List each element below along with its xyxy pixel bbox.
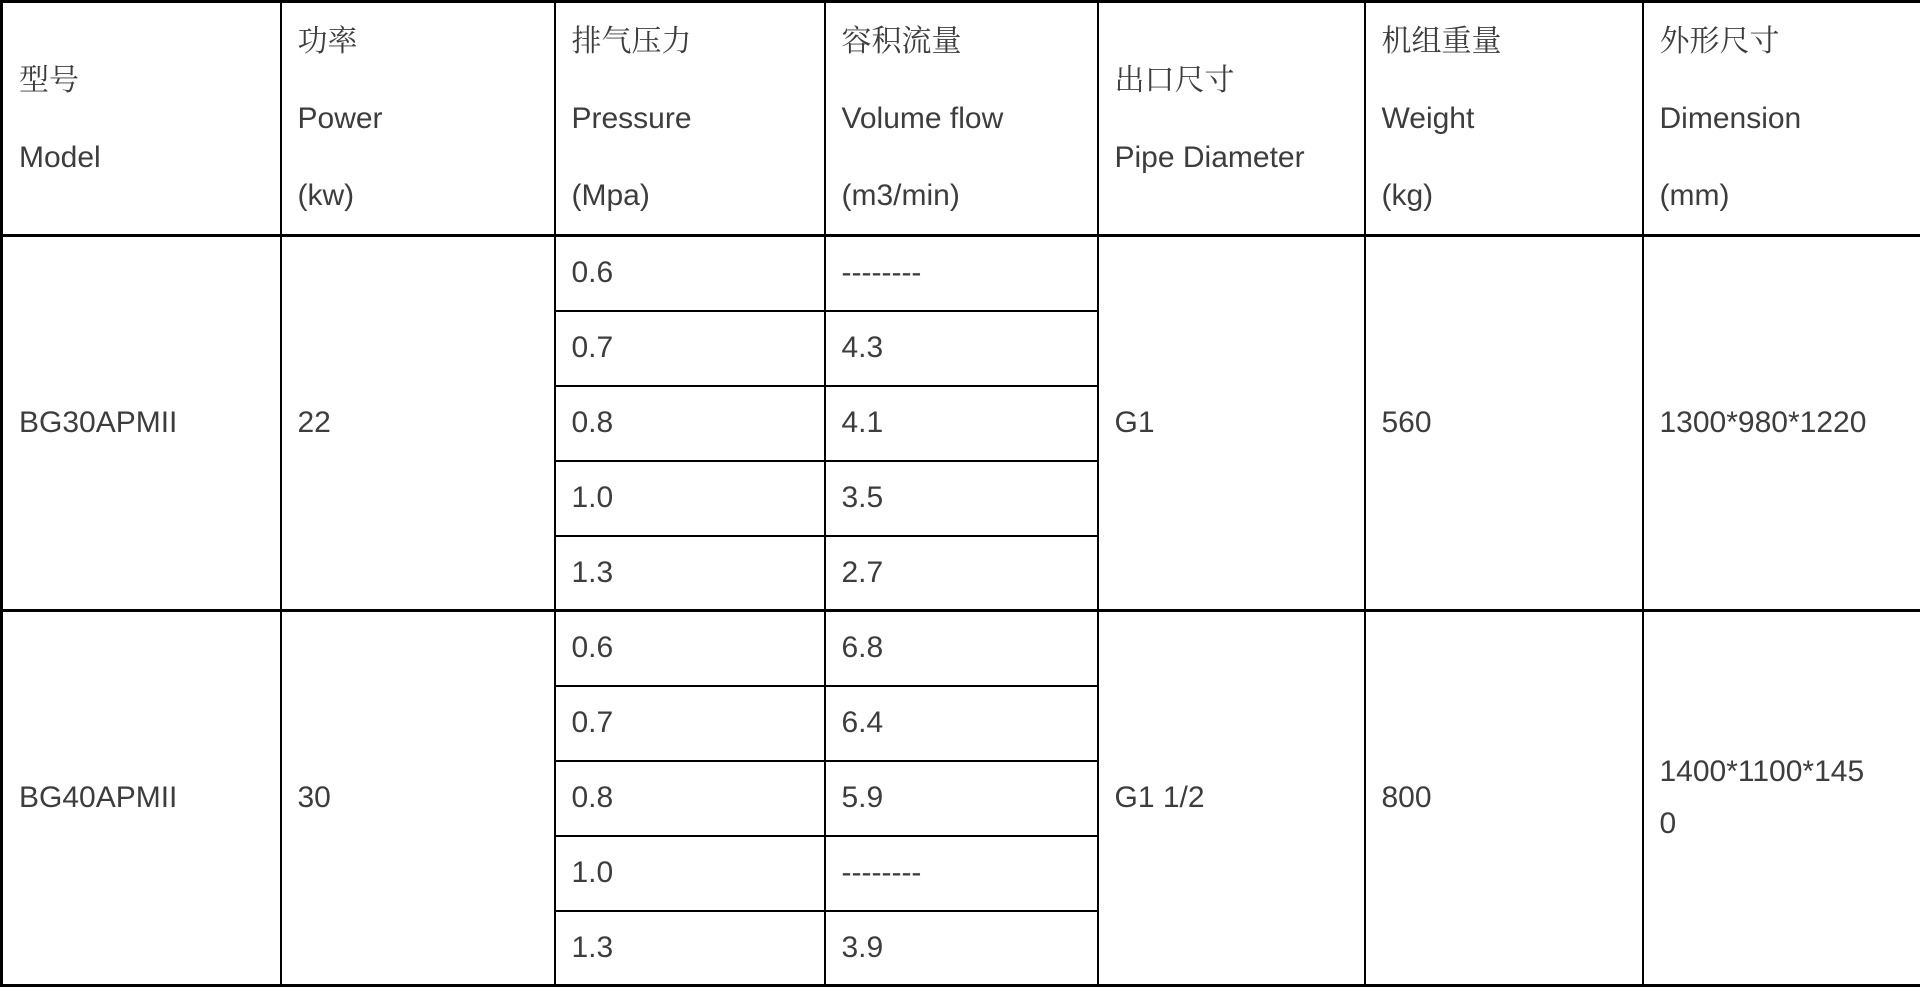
volume-flow-cell: 4.1 xyxy=(825,386,1098,461)
header-row xyxy=(2,2,1920,236)
header-pipe-diameter xyxy=(1098,2,1365,236)
power-cell: 22 xyxy=(281,236,555,611)
volume-flow-cell: 5.9 xyxy=(825,761,1098,836)
header-pipe-diameter-zh: 出口尺寸 xyxy=(1114,63,1235,97)
pressure-cell: 0.7 xyxy=(555,311,825,386)
header-dimension xyxy=(1643,2,1920,236)
header-model xyxy=(2,2,281,236)
header-volume-flow xyxy=(825,2,1098,236)
header-power-unit: (kw) xyxy=(297,179,355,212)
dimension-cell xyxy=(1643,611,1920,986)
header-dimension-unit: (mm) xyxy=(1659,179,1730,212)
pipe-diameter-cell: G1 1/2 xyxy=(1098,611,1365,986)
header-dimension-en: Dimension xyxy=(1659,102,1802,135)
pressure-cell: 1.3 xyxy=(555,911,825,986)
model-cell: BG30APMII xyxy=(2,236,281,611)
volume-flow-cell: 3.5 xyxy=(825,461,1098,536)
pressure-cell: 1.0 xyxy=(555,836,825,911)
pressure-cell: 0.6 xyxy=(555,236,825,311)
dimension-value: 1400*1100*1450 xyxy=(1659,755,1865,840)
header-weight-unit: (kg) xyxy=(1381,179,1434,212)
header-weight xyxy=(1365,2,1643,236)
pipe-diameter-cell: G1 xyxy=(1098,236,1365,611)
header-volume-flow-unit: (m3/min) xyxy=(841,179,960,212)
dimension-cell xyxy=(1643,236,1920,611)
header-model-zh: 型号 xyxy=(19,63,79,97)
dimension-value: 1300*980*1220 xyxy=(1659,406,1867,439)
volume-flow-cell: -------- xyxy=(825,236,1098,311)
power-cell: 30 xyxy=(281,611,555,986)
pressure-cell: 1.3 xyxy=(555,536,825,611)
header-pipe-diameter-en: Pipe Diameter xyxy=(1114,140,1305,174)
header-pressure-unit: (Mpa) xyxy=(571,179,650,212)
pressure-cell: 1.0 xyxy=(555,461,825,536)
pressure-cell: 0.8 xyxy=(555,386,825,461)
header-volume-flow-en: Volume flow xyxy=(841,102,1004,135)
table-row xyxy=(2,611,1920,686)
pressure-cell: 0.8 xyxy=(555,761,825,836)
pressure-cell: 0.7 xyxy=(555,686,825,761)
pressure-cell: 0.6 xyxy=(555,611,825,686)
volume-flow-cell: 4.3 xyxy=(825,311,1098,386)
model-cell: BG40APMII xyxy=(2,611,281,986)
header-weight-zh: 机组重量 xyxy=(1381,25,1502,58)
header-pressure-zh: 排气压力 xyxy=(571,25,692,58)
header-model-en: Model xyxy=(19,140,101,174)
weight-cell: 560 xyxy=(1365,236,1643,611)
header-dimension-zh: 外形尺寸 xyxy=(1659,25,1780,58)
header-pressure xyxy=(555,2,825,236)
header-pressure-en: Pressure xyxy=(571,102,692,135)
weight-cell: 800 xyxy=(1365,611,1643,986)
volume-flow-cell: -------- xyxy=(825,836,1098,911)
volume-flow-cell: 2.7 xyxy=(825,536,1098,611)
header-power xyxy=(281,2,555,236)
header-volume-flow-zh: 容积流量 xyxy=(841,25,962,58)
volume-flow-cell: 6.8 xyxy=(825,611,1098,686)
header-power-zh: 功率 xyxy=(297,25,358,58)
volume-flow-cell: 6.4 xyxy=(825,686,1098,761)
header-weight-en: Weight xyxy=(1381,102,1475,135)
volume-flow-cell: 3.9 xyxy=(825,911,1098,986)
header-power-en: Power xyxy=(297,102,383,135)
table-row xyxy=(2,236,1920,311)
